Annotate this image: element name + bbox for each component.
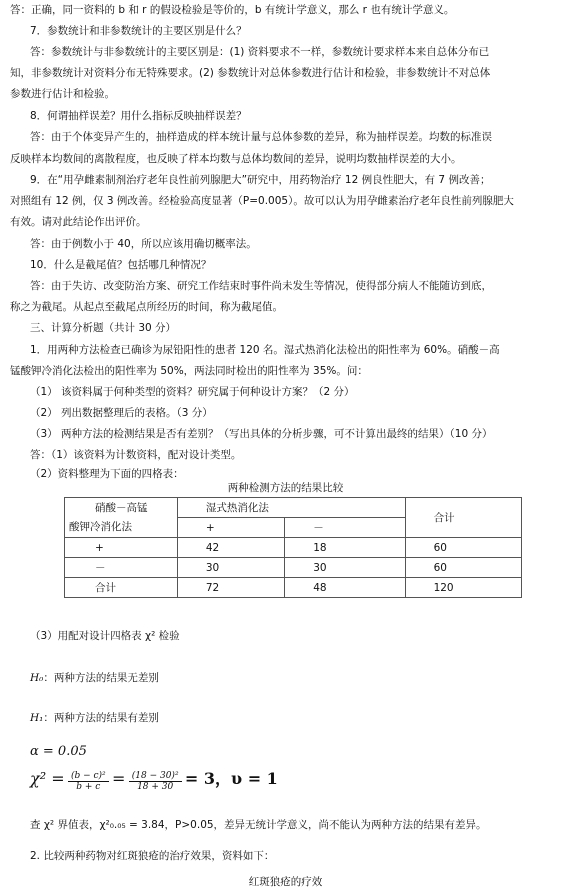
col-minus-header: －	[285, 518, 405, 538]
answer-8-line1: 答：由于个体变异产生的，抽样造成的样本统计量与总体参数的差异，称为抽样误差。均数的标准误	[30, 131, 492, 143]
col-total-header: 合计	[405, 498, 521, 538]
h1-symbol: H₁	[30, 712, 44, 724]
chi-square-formula: χ² = $\frac{\text{(b − c)²}}{b + c}$ = $\frac{\text{(18 − 30)²}}{18 + 30}$ = 3，υ = 1	[30, 769, 278, 792]
row-label: －	[65, 558, 178, 578]
hypothesis-h0	[30, 668, 565, 688]
question-7: 7．参数统计和非参数统计的主要区别是什么？	[30, 25, 247, 37]
answer-7-line1: 答：参数统计与非参数统计的主要区别是：(1) 资料要求不一样，参数统计要求样本来自总体分布已	[30, 46, 490, 58]
answer-7-line3: 参数进行估计和检验。	[10, 88, 115, 100]
col-plus-header: +	[177, 518, 284, 538]
chi-lhs: χ² =	[30, 769, 65, 788]
question-9-line3: 有效。请对此结论作出评价。	[10, 216, 147, 228]
sub-question-1: （1） 该资料属于何种类型的资料？研究属于何种设计方案？（2 分）	[30, 386, 355, 398]
table-caption: 两种检测方法的结果比较	[227, 482, 344, 494]
sub-question-3: （3） 两种方法的检测结果是否有差别？（写出具体的分析步骤，可不计算出最终的结果）（10 分）	[30, 428, 493, 440]
sub-question-2: （2） 列出数据整理后的表格。（3 分）	[30, 407, 213, 419]
fourfold-table	[64, 497, 522, 598]
corner-label-line1: 硝酸－高锰	[95, 501, 148, 514]
question-9-line2: 对照组有 12 例，仅 3 例改善。经检验高度显著（P=0.005）。故可以认为用孕雌素治疗老年良性前列腺肥大	[10, 195, 514, 207]
answer-6: 答：正确，同一资料的 b 和 r 的假设检验是等价的，b 有统计学意义，那么 r 也有统计学意义。	[10, 4, 455, 16]
table-row	[65, 558, 522, 578]
h1-text: ：两种方法的结果有差别	[43, 712, 159, 724]
table-cell: 120	[405, 578, 521, 598]
table-cell: 60	[405, 558, 521, 578]
table-cell: 42	[177, 538, 284, 558]
question-9-line1: 9．在“用孕雌素制剂治疗老年良性前列腺肥大”研究中，用药物治疗 12 例良性肥大，有 7 例改善；	[30, 174, 491, 186]
formula-fraction	[68, 771, 109, 792]
value-denominator: 18 + 30	[137, 781, 174, 792]
row-label: +	[65, 538, 178, 558]
answer-1-1: 答：（1）该资料为计数资料，配对设计类型。	[30, 449, 242, 461]
calc-question-1-line2: 锰酸钾冷消化法检出的阳性率为 50%，两法同时检出的阳性率为 35%。问：	[10, 365, 368, 377]
formula-numerator: (b − c)²	[68, 771, 109, 782]
h0-symbol: H₀	[30, 672, 44, 684]
answer-9: 答：由于例数小于 40，所以应该用确切概率法。	[30, 238, 257, 250]
corner-label-line2: 酸钾冷消化法	[69, 520, 132, 533]
question-8: 8．何谓抽样误差？用什么指标反映抽样误差？	[30, 110, 247, 122]
chi-result: = 3，υ = 1	[184, 769, 278, 788]
analysis-step3: （3）用配对设计四格表 χ² 检验	[30, 630, 180, 642]
answer-1-2: （2）资料整理为下面的四格表：	[30, 468, 184, 480]
table2-caption: 红斑狼疮的疗效	[248, 876, 323, 888]
value-numerator: (18 − 30)²	[129, 771, 182, 782]
table-cell: 60	[405, 538, 521, 558]
value-fraction	[129, 771, 182, 792]
hypothesis-h1	[30, 708, 565, 728]
h0-text: ：两种方法的结果无差别	[43, 672, 159, 684]
row-label: 合计	[65, 578, 178, 598]
answer-10-line2: 称之为截尾。从起点至截尾点所经历的时间，称为截尾值。	[10, 301, 283, 313]
answer-10-line1: 答：由于失访、改变防治方案、研究工作结束时事件尚未发生等情况，使得部分病人不能随访到底，	[30, 280, 492, 292]
table-row	[65, 578, 522, 598]
table-cell: 72	[177, 578, 284, 598]
table-cell: 48	[285, 578, 405, 598]
table-row	[65, 538, 522, 558]
table-cell: 18	[285, 538, 405, 558]
calc-question-1-line1: 1．用两种方法检查已确诊为尿铅阳性的患者 120 名。湿式热消化法检出的阳性率为 60%。硝酸－高	[30, 344, 500, 356]
calc-question-2: 2. 比较两种药物对红斑狼疮的治疗效果，资料如下：	[30, 850, 275, 862]
answer-8-line2: 反映样本均数间的离散程度，也反映了样本均数与总体均数间的差异，说明均数抽样误差的大小。	[10, 153, 462, 165]
conclusion: 查 χ² 界值表，χ²₀.₀₅ = 3.84，P>0.05，差异无统计学意义，尚不能认为两种方法的结果有差异。	[30, 819, 487, 831]
col-group-header: 湿式热消化法	[177, 498, 405, 518]
question-10: 10．什么是截尾值？包括哪几种情况？	[30, 259, 212, 271]
answer-7-line2: 知，非参数统计对资料分布无特殊要求。(2) 参数统计对总体参数进行估计和检验，非参数统计不对总体	[10, 67, 491, 79]
table-corner-cell	[65, 498, 178, 538]
table-header-row	[65, 498, 522, 518]
formula-denominator: b + c	[76, 781, 101, 792]
section-3-heading: 三、计算分析题（共计 30 分）	[30, 322, 177, 334]
alpha-level: α = 0.05	[30, 744, 87, 759]
table-cell: 30	[177, 558, 284, 578]
table-cell: 30	[285, 558, 405, 578]
